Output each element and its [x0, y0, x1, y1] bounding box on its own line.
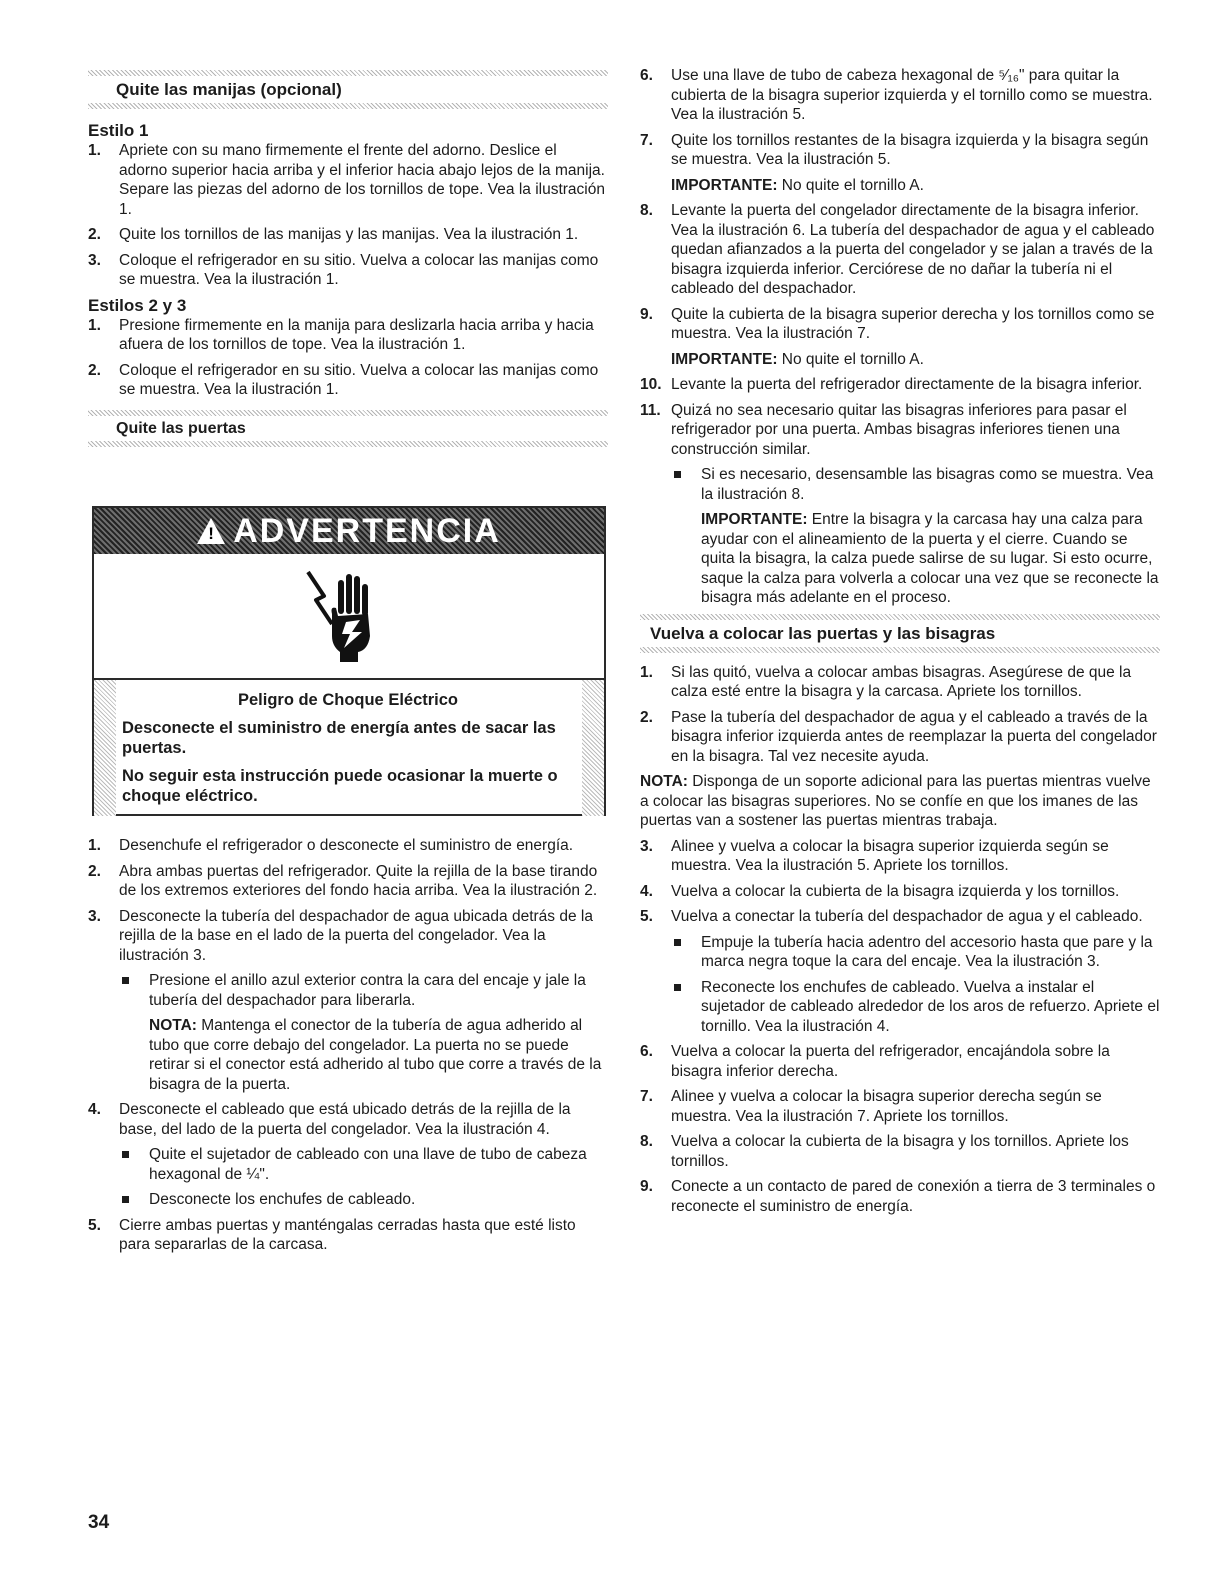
replace-steps [640, 663, 1160, 767]
warning-box [92, 506, 606, 816]
list-item [640, 1132, 1160, 1171]
subheading-estilos23: Estilos 2 y 3 [88, 295, 187, 315]
step-text: Desconecte el cableado que está ubicado detrás de la rejilla de la base, del lado de la puerta del congelador. Vea la ilustración 4. [119, 1101, 571, 1138]
step-text: Vuelva a conectar la tubería del despachador de agua y el cableado. [671, 908, 1143, 925]
note-text: Mantenga el conector de la tubería de agua adherido al tubo que corre debajo del congelador. La puerta no se puede retirar si el conector está adherido al tubo que corre a través de la bisagra de la puerta. [149, 1017, 602, 1093]
bullet-list [119, 1145, 608, 1210]
step-number: 3. [88, 907, 101, 925]
electric-shock-hand-icon [302, 566, 392, 666]
step-number: 9. [640, 305, 653, 323]
warning-text [94, 680, 604, 806]
step-text: Quizá no sea necesario quitar las bisagras inferiores para pasar el refrigerador por una puerta. Ambas bisagras inferiores tienen una construcción similar. [671, 401, 1127, 458]
bullet-square-icon [674, 984, 681, 991]
bullet-item [119, 971, 608, 1094]
step-text: Alinee y vuelva a colocar la bisagra superior derecha según se muestra. Vea la ilustración 7. Apriete los tornillos. [671, 1088, 1102, 1125]
step-number: 3. [88, 251, 101, 269]
bullet-text: Presione el anillo azul exterior contra la cara del encaje y jale la tubería del despachador para liberarla. [149, 972, 586, 1009]
step-number: 6. [640, 1043, 653, 1060]
hatch-strip [582, 680, 604, 816]
warning-pictogram [94, 554, 604, 680]
warning-header [94, 508, 604, 554]
step-text: Vuelva a colocar la cubierta de la bisagra y los tornillos. Apriete los tornillos. [671, 1133, 1129, 1170]
important-label: IMPORTANTE: [671, 350, 778, 368]
bullet-item [671, 978, 1160, 1037]
replace-steps-continued [640, 837, 1160, 1217]
list-item [640, 131, 1160, 196]
step-number: 8. [640, 1133, 653, 1150]
bullet-square-icon [122, 1196, 129, 1203]
hatch-rule [88, 441, 608, 447]
list-item [88, 251, 608, 290]
step-number: 9. [640, 1178, 653, 1195]
bullet-square-icon [674, 471, 681, 478]
list-item [88, 361, 608, 400]
step-number: 11. [640, 401, 661, 419]
list-item [640, 66, 1160, 125]
step-number: 1. [640, 663, 653, 681]
important-label: IMPORTANTE: [701, 511, 808, 528]
note-label: NOTA: [149, 1017, 197, 1034]
bullet-item [119, 1145, 608, 1184]
step-text: Abra ambas puertas del refrigerador. Quite la rejilla de la base tirando de los extremos exteriores del fondo hacia arriba. Vea la ilustración 2. [119, 862, 598, 899]
important-label: IMPORTANTE: [671, 176, 778, 194]
list-item [640, 1042, 1160, 1081]
important-text: Entre la bisagra y la carcasa hay una calza para ayudar con el alineamiento de la puerta y el cierre. Cuando se quita la bisagra, la calza puede salirse de su lugar. Si esto ocurre, saque la calza para volverla a colocar una vez que se reconecte la bisagra más adelante en el proceso. [701, 511, 1159, 606]
step-number: 5. [640, 908, 653, 925]
step-text: Quite los tornillos restantes de la bisagra izquierda y la bisagra según se muestra. Vea la ilustración 5. [671, 131, 1149, 168]
bullet-item [119, 1190, 608, 1210]
list-item [640, 401, 1160, 608]
note-paragraph [640, 772, 1160, 831]
step-text: Pase la tubería del despachador de agua y el cableado a través de la bisagra inferior izquierda antes de reemplazar la puerta del congelador en la bisagra. Tal vez necesite ayuda. [671, 708, 1157, 765]
bullet-square-icon [122, 977, 129, 984]
bullet-text: Empuje la tubería hacia adentro del accesorio hasta que pare y la marca negra toque la cara del encaje. Vea la ilustración 3. [701, 933, 1153, 970]
step-text: Coloque el refrigerador en su sitio. Vuelva a colocar las manijas como se muestra. Vea la ilustración 1. [119, 251, 599, 288]
step-number: 7. [640, 131, 653, 149]
bullet-text: Si es necesario, desensamble las bisagras como se muestra. Vea la ilustración 8. [701, 466, 1154, 503]
important-text: No quite el tornillo A. [777, 350, 924, 368]
list-item [640, 1087, 1160, 1126]
list-item [640, 1177, 1160, 1216]
warning-line: Desconecte el suministro de energía antes de sacar las puertas. [122, 719, 556, 757]
important-note [671, 350, 1160, 370]
step-number: 3. [640, 837, 653, 855]
step-text: Quite los tornillos de las manijas y las manijas. Vea la ilustración 1. [119, 226, 579, 243]
step-number: 2. [88, 862, 101, 880]
list-item [640, 907, 1160, 1036]
bullet-list [119, 971, 608, 1094]
step-text: Alinee y vuelva a colocar la bisagra superior izquierda según se muestra. Vea la ilustración 5. Apriete los tornillos. [671, 837, 1109, 874]
note-text: Disponga de un soporte adicional para las puertas mientras vuelve a colocar las bisagras superiores. No se confíe en que los imanes de las puertas van a sostener las puertas mientras trabaja. [640, 773, 1151, 829]
list-item [640, 201, 1160, 299]
list-item [88, 225, 608, 245]
note-label: NOTA: [640, 773, 688, 790]
step-text: Vuelva a colocar la puerta del refrigerador, encajándola sobre la bisagra inferior derecha. [671, 1043, 1110, 1080]
hatch-rule [640, 647, 1160, 653]
list-item [88, 907, 608, 1095]
estilo1-steps [88, 141, 608, 290]
section-header-handles [88, 70, 608, 109]
bullet-square-icon [674, 939, 681, 946]
list-item [88, 1100, 608, 1210]
step-number: 1. [88, 142, 101, 159]
list-item [88, 141, 608, 219]
step-text: Vuelva a colocar la cubierta de la bisagra izquierda y los tornillos. [671, 882, 1120, 900]
step-number: 1. [88, 837, 101, 854]
warning-title: ADVERTENCIA [233, 511, 501, 550]
bullet-list [671, 465, 1160, 608]
right-column [640, 66, 1160, 1222]
important-note [671, 176, 1160, 196]
step-text: Presione firmemente en la manija para deslizarla hacia arriba y hacia afuera de los tornillos de tope. Vea la ilustración 1. [119, 316, 594, 353]
bullet-text: Reconecte los enchufes de cableado. Vuelva a instalar el sujetador de cableado alrededor de los aros de refuerzo. Apriete el tornillo. Vea la ilustración 4. [701, 978, 1160, 1035]
warning-line: No seguir esta instrucción puede ocasionar la muerte o choque eléctrico. [122, 767, 558, 805]
step-number: 2. [88, 361, 101, 379]
list-item [640, 305, 1160, 370]
step-text: Conecte a un contacto de pared de conexión a tierra de 3 terminales o reconecte el suministro de energía. [671, 1178, 1156, 1215]
bullet-list [671, 933, 1160, 1037]
list-item [88, 316, 608, 355]
left-column [88, 0, 608, 447]
doors-steps [88, 836, 608, 1255]
bullet-item [671, 933, 1160, 972]
step-number: 6. [640, 67, 653, 84]
list-item [88, 836, 608, 856]
page-number: 34 [88, 1512, 110, 1533]
list-item [88, 1216, 608, 1255]
bullet-square-icon [122, 1151, 129, 1158]
step-text: Use una llave de tubo de cabeza hexagonal de ⁵⁄₁₆" para quitar la cubierta de la bisagra superior izquierda y el tornillo como se muestra. Vea la ilustración 5. [671, 67, 1153, 123]
list-item [640, 882, 1160, 902]
hatch-strip [94, 680, 116, 816]
note [149, 1016, 608, 1094]
warning-body [94, 680, 604, 816]
left-column-lower [88, 836, 608, 1261]
bullet-text: Quite el sujetador de cableado con una llave de tubo de cabeza hexagonal de ¼". [149, 1146, 587, 1183]
section-title: Quite las puertas [116, 419, 246, 437]
step-text: Desconecte la tubería del despachador de agua ubicada detrás de la rejilla de la base en el lado de la puerta del congelador. Vea la ilustración 3. [119, 907, 593, 964]
section-title: Quite las manijas (opcional) [116, 80, 342, 99]
step-text: Quite la cubierta de la bisagra superior derecha y los tornillos como se muestra. Vea la ilustración 7. [671, 305, 1155, 342]
section-title: Vuelva a colocar las puertas y las bisagras [650, 623, 996, 643]
subheading-estilo1: Estilo 1 [88, 121, 149, 140]
removal-steps-continued [640, 66, 1160, 608]
bullet-text: Desconecte los enchufes de cableado. [149, 1191, 416, 1208]
important-text: No quite el tornillo A. [777, 176, 924, 194]
step-number: 1. [88, 316, 101, 334]
step-number: 8. [640, 202, 653, 219]
step-number: 10. [640, 376, 662, 393]
step-text: Levante la puerta del congelador directamente de la bisagra inferior. Vea la ilustración 6. La tubería del despachador de agua y el cableado quedan afianzados a la puerta del congelador y se jalan a través de la bisagra izquierda inferior. Cerciórese de no dañar la tubería ni el cableado del despachador. [671, 202, 1155, 297]
hazard-title: Peligro de Choque Eléctrico [237, 691, 459, 709]
step-number: 2. [640, 708, 653, 726]
warning-triangle-icon: ! [197, 518, 225, 544]
list-item [640, 663, 1160, 702]
estilos23-steps [88, 316, 608, 400]
step-text: Levante la puerta del refrigerador directamente de la bisagra inferior. [671, 376, 1143, 393]
step-text: Coloque el refrigerador en su sitio. Vuelva a colocar las manijas como se muestra. Vea la ilustración 1. [119, 361, 599, 398]
step-number: 7. [640, 1088, 653, 1105]
step-number: 2. [88, 226, 101, 243]
list-item [640, 375, 1160, 395]
important-note [701, 510, 1160, 608]
list-item [640, 837, 1160, 876]
step-number: 4. [640, 882, 653, 900]
step-text: Apriete con su mano firmemente el frente del adorno. Deslice el adorno superior hacia arriba y el inferior hacia abajo lejos de la manija. Separe las piezas del adorno de los tornillos de tope. Vea la ilustración 1. [119, 142, 605, 218]
list-item [640, 708, 1160, 767]
step-number: 4. [88, 1101, 101, 1118]
section-header-doors [88, 410, 608, 447]
section-header-replace [640, 614, 1160, 653]
bullet-item [671, 465, 1160, 608]
step-text: Cierre ambas puertas y manténgalas cerradas hasta que esté listo para separarlas de la carcasa. [119, 1216, 576, 1253]
step-number: 5. [88, 1216, 101, 1234]
step-text: Si las quitó, vuelva a colocar ambas bisagras. Asegúrese de que la calza esté entre la bisagra y la carcasa. Apriete los tornillos. [671, 663, 1132, 700]
list-item [88, 862, 608, 901]
step-text: Desenchufe el refrigerador o desconecte el suministro de energía. [119, 837, 574, 854]
hatch-rule [88, 103, 608, 109]
